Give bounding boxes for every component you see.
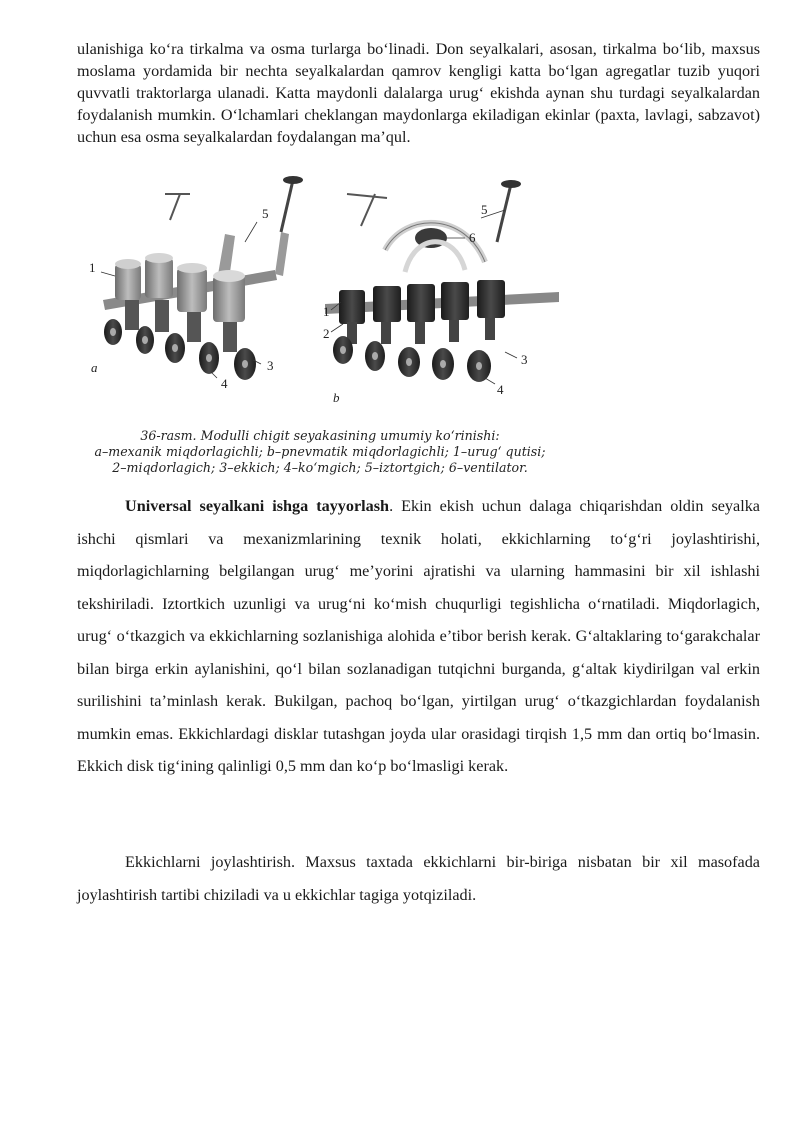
right-label-1: 1 [323, 304, 330, 319]
seeder-figure [85, 172, 575, 412]
section-paragraph [77, 490, 760, 783]
seeder-illustration [85, 172, 575, 412]
left-label-5: 5 [262, 206, 269, 221]
mechanical-seeder-drawing [101, 176, 303, 380]
intro-paragraph: ulanishiga ko‘ra tirkalma va osma turlarga bo‘linadi. Don seyalkalari, asosan, tirkalma bo‘lib, maxsus moslama yordamida bir nechta seyalkalardan qamrov kengligi katta bo‘lgan agregatlar tuzib yuqori quvvatli traktorlarga ulanadi. Katta maydonli dalalarga urug‘ ekishda aynan shu turdagi seyalkalardan foydalanish mumkin. O‘lchamlari cheklangan maydonlarga ekiladigan ekinlar (paxta, lavlagi, sabzavot) uchun esa osma seyalkalardan foydalangan ma’qul. [77, 40, 760, 146]
section-body: . Ekin ekish uchun dalaga chiqarishdan oldin seyalka ishchi qismlari va mexanizmlarining texnik holati, ekkichlarning to‘g‘ri joylashtirishi, miqdorlagichlarning belgilangan urug‘ me’yorini ajratishi va ularning hammasini bir xil ishlashi tekshiriladi. Iztortkich uzunligi va urug‘ni ko‘mish chuqurligi tegishlicha o‘rnatiladi. Miqdorlagich, urug‘ o‘tkazgich va ekkichlarning sozlanishiga alohida e’tibor berish kerak. G‘altaklaring to‘garakchalar bilan birga erkin aylanishini, qo‘l bilan sozlanadigan tutqichni burganda, g‘altak kiydirilgan val erkin surilishini ta’minlash kerak. Bukilgan, pachoq bo‘lgan, yirtilgan urug‘ o‘tkazgichlardan foydalanish mumkin emas. Ekkichlardagi disklar tutashgan joyda ular orasidagi tirqish 1,5 mm dan ortiq bo‘lmasin. Ekkich disk tig‘ining qalinligi 0,5 mm dan ko‘p bo‘lmasligi kerak. [77, 497, 760, 775]
caption-legend-line1: a–mexanik miqdorlagichli; b–pnevmatik miqdorlagichli; 1–urug‘ qutisi; [94, 444, 546, 459]
right-label-6: 6 [469, 230, 476, 245]
caption-title: 36-rasm. Modulli chigit seyakasining umumiy ko‘rinishi: [140, 428, 500, 443]
right-label-2: 2 [323, 326, 330, 341]
left-label-4: 4 [221, 376, 228, 391]
figure-caption [60, 428, 580, 476]
caption-legend-line2: 2–miqdorlagich; 3–ekkich; 4–ko‘mgich; 5–iztortgich; 6–ventilator. [112, 460, 528, 475]
right-figure-letter: b [333, 390, 340, 405]
closing-paragraph: Ekkichlarni joylashtirish. Maxsus taxtada ekkichlarni bir-biriga nisbatan bir xil masofada joylashtirish tartibi chiziladi va u ekkichlar tagiga yotqiziladi. [77, 853, 760, 904]
right-label-3: 3 [521, 352, 528, 367]
left-label-3: 3 [267, 358, 274, 373]
left-label-1: 1 [89, 260, 96, 275]
section-heading: Universal seyalkani ishga tayyorlash [125, 497, 390, 515]
left-figure-letter: a [91, 360, 98, 375]
right-label-5: 5 [481, 202, 488, 217]
right-label-4: 4 [497, 382, 504, 397]
